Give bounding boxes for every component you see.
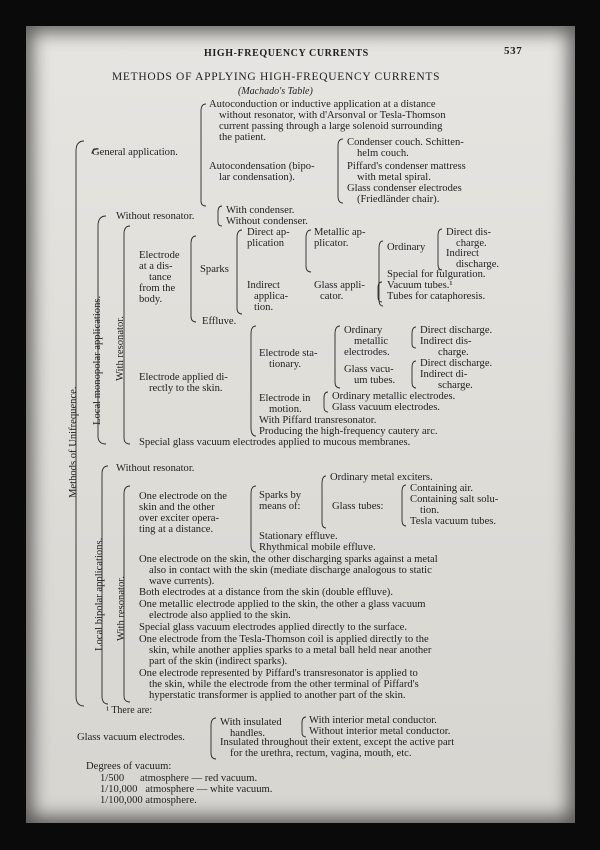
footnote-text: 1/500 atmosphere — red vacuum. bbox=[100, 773, 258, 784]
footnote-text: 1/10,000 atmosphere — white vacuum. bbox=[100, 784, 273, 795]
brace-glass-dd bbox=[412, 361, 416, 388]
table-line: Autoconduction or inductive application at a distance bbox=[209, 99, 436, 110]
table-line: Ordinary metallic electrodes. bbox=[332, 391, 456, 402]
brace-one-electrode bbox=[251, 486, 256, 552]
brace-bipolar bbox=[102, 466, 108, 704]
table-line: body. bbox=[139, 294, 163, 305]
brace-with-resonator-mono bbox=[124, 226, 130, 444]
table-line: Special for fulguration. bbox=[387, 269, 486, 280]
table-line: electrodes. bbox=[344, 347, 390, 358]
brace-electrode-skin bbox=[251, 326, 256, 436]
brace-general-main bbox=[201, 104, 206, 206]
table-line: Without resonator. bbox=[116, 463, 195, 474]
table-line: skin and the other bbox=[139, 502, 215, 513]
label-methods-of-unifrequence: Methods of Unifrequence. bbox=[68, 386, 79, 498]
table-line: discharge. bbox=[456, 259, 500, 270]
table-line: Without resonator. bbox=[116, 211, 195, 222]
table-line: Effluve. bbox=[202, 316, 237, 327]
table-line: Metallic ap- bbox=[314, 227, 366, 238]
table-line: Glass condenser electrodes bbox=[347, 183, 462, 194]
table-line: Both electrodes at a distance from the skin (double effluve). bbox=[139, 587, 393, 598]
table-line: with metal spiral. bbox=[357, 172, 431, 183]
table-line: plicator. bbox=[314, 238, 349, 249]
table-line: Ordinary metal exciters. bbox=[330, 472, 433, 483]
table-line: Tubes for cataphoresis. bbox=[387, 291, 486, 302]
table-line: Piffard's condenser mattress bbox=[347, 161, 466, 172]
table-line: Electrode bbox=[139, 250, 180, 261]
table-line: Direct ap- bbox=[247, 227, 290, 238]
table-line: Autocondensation (bipo- bbox=[209, 161, 315, 172]
table-line: plication bbox=[247, 238, 285, 249]
table-line: One electrode on the bbox=[139, 491, 227, 502]
book-page bbox=[26, 26, 575, 823]
table-line: Tesla vacuum tubes. bbox=[410, 516, 497, 527]
table-line: part of the skin (indirect sparks). bbox=[149, 656, 288, 667]
page-title: METHODS OF APPLYING HIGH-FREQUENCY CURRENTS bbox=[112, 71, 441, 83]
brace-without-resonator bbox=[218, 206, 222, 226]
table-line: metallic bbox=[354, 336, 389, 347]
table-line: means of: bbox=[259, 501, 301, 512]
table-line: applica- bbox=[254, 291, 289, 302]
table-line: Vacuum tubes.¹ bbox=[387, 280, 453, 291]
brace-root bbox=[76, 141, 84, 706]
table-line: over exciter opera- bbox=[139, 513, 219, 524]
table-line: um tubes. bbox=[354, 375, 396, 386]
table-line: motion. bbox=[269, 404, 302, 415]
table-line: Glass vacuum electrodes. bbox=[332, 402, 440, 413]
table-line: ting at a distance. bbox=[139, 524, 214, 535]
table-line: charge. bbox=[438, 347, 469, 358]
brace-sparks bbox=[237, 230, 242, 314]
label-with-resonator-monopolar: With resonator. bbox=[115, 316, 126, 381]
page-subtitle: (Machado's Table) bbox=[238, 86, 313, 97]
brace-ordinary bbox=[379, 241, 383, 306]
brace-metallic-dd bbox=[412, 327, 416, 348]
table-line: (Friedländer chair). bbox=[357, 194, 440, 205]
footnote-text: 1/100,000 atmosphere. bbox=[100, 795, 197, 806]
table-line: Glass vacu- bbox=[344, 364, 394, 375]
footnote-text: With insulated bbox=[220, 717, 282, 728]
table-line: Electrode sta- bbox=[259, 348, 318, 359]
table-line: tion. bbox=[254, 302, 274, 313]
table-line: Condenser couch. Schitten- bbox=[347, 137, 464, 148]
brace-monopolar bbox=[98, 216, 106, 444]
footnote-text: Degrees of vacuum: bbox=[86, 761, 172, 772]
brace-with-resonator-bi bbox=[124, 486, 130, 702]
brace-glass-tubes bbox=[402, 485, 406, 526]
table-line: Indirect bbox=[446, 248, 479, 259]
footnote-text: Insulated throughout their extent, except the active part bbox=[220, 737, 455, 748]
table-line: cator. bbox=[320, 291, 344, 302]
table-line: Electrode in bbox=[259, 393, 311, 404]
brace-footnote-glass bbox=[211, 718, 216, 759]
table-line: tance bbox=[149, 272, 172, 283]
brace-stationary bbox=[335, 326, 340, 388]
table-line: One electrode from the Tesla-Thomson coil is applied directly to the bbox=[139, 634, 429, 645]
label-local-monopolar: Local monopolar applications. bbox=[92, 295, 103, 425]
table-line: electrode also applied to the skin. bbox=[149, 610, 291, 621]
brace-general bbox=[92, 149, 98, 154]
table-line: Direct dis- bbox=[446, 227, 492, 238]
table-line: Producing the high-frequency cautery arc. bbox=[259, 426, 438, 437]
table-line: Indirect bbox=[247, 280, 280, 291]
table-line: hyperstatic transformer is applied to another part of the skin. bbox=[149, 690, 406, 701]
table-line: Indirect dis- bbox=[420, 336, 472, 347]
table-line: Containing salt solu- bbox=[410, 494, 499, 505]
table-line: from the bbox=[139, 283, 176, 294]
footnote-text: Glass vacuum electrodes. bbox=[77, 732, 185, 743]
table-line: current passing through a large solenoid surrounding bbox=[219, 121, 443, 132]
table-braces bbox=[26, 26, 575, 823]
table-line: at a dis- bbox=[139, 261, 173, 272]
table-line: charge. bbox=[456, 238, 487, 249]
footnote-text: handles. bbox=[230, 728, 266, 739]
table-line: without resonator, with d'Arsonval or Tesla-Thomson bbox=[219, 110, 446, 121]
brace-in-motion bbox=[324, 392, 328, 412]
table-line: Direct discharge. bbox=[420, 358, 493, 369]
table-line: General application. bbox=[92, 147, 178, 158]
table-line: the skin, while the electrode from the other terminal of Piffard's bbox=[149, 679, 419, 690]
table-line: Glass tubes: bbox=[332, 501, 384, 512]
table-line: Sparks by bbox=[259, 490, 302, 501]
brace-footnote-insulated bbox=[302, 717, 306, 737]
brace-direct-indirect bbox=[438, 229, 442, 270]
table-line: wave currents). bbox=[149, 576, 215, 587]
footnote-text: for the urethra, rectum, vagina, mouth, etc. bbox=[230, 748, 412, 759]
table-line: tion. bbox=[420, 505, 440, 516]
table-line: Ordinary bbox=[387, 242, 426, 253]
table-line: skin, while another applies sparks to a metal ball held near another bbox=[149, 645, 432, 656]
page-number: 537 bbox=[504, 45, 523, 57]
table-line: With condenser. bbox=[226, 205, 295, 216]
brace-autocondensation bbox=[338, 139, 343, 203]
footnote-marker: ¹ There are: bbox=[106, 705, 153, 716]
table-line: lar condensation). bbox=[219, 172, 295, 183]
table-line: Sparks bbox=[200, 264, 229, 275]
table-line: Electrode applied di- bbox=[139, 372, 228, 383]
table-line: also in contact with the skin (mediate discharge analogous to static bbox=[149, 565, 432, 576]
table-line: Special glass vacuum electrodes applied directly to the surface. bbox=[139, 622, 407, 633]
table-line: With Piffard transresonator. bbox=[259, 415, 377, 426]
brace-metallic bbox=[306, 230, 311, 272]
table-line: One electrode on the skin, the other discharging sparks against a metal bbox=[139, 554, 438, 565]
label-local-bipolar: Local bipolar applications. bbox=[94, 537, 105, 651]
table-line: Stationary effluve. bbox=[259, 531, 338, 542]
table-line: tionary. bbox=[269, 359, 301, 370]
table-line: One electrode represented by Piffard's transresonator is applied to bbox=[139, 668, 418, 679]
label-with-resonator-bipolar: With resonator. bbox=[116, 576, 127, 641]
table-line: Direct discharge. bbox=[420, 325, 493, 336]
table-line: rectly to the skin. bbox=[149, 383, 223, 394]
footnote-text: Without interior metal conductor. bbox=[309, 726, 451, 737]
table-line: One metallic electrode applied to the skin, the other a glass vacuum bbox=[139, 599, 426, 610]
table-line: the patient. bbox=[219, 132, 267, 143]
footnote-text: With interior metal conductor. bbox=[309, 715, 437, 726]
table-line: scharge. bbox=[438, 380, 473, 391]
running-header: HIGH-FREQUENCY CURRENTS bbox=[204, 48, 369, 59]
table-line: Indirect di- bbox=[420, 369, 468, 380]
table-line: Without condenser. bbox=[226, 216, 308, 227]
brace-electrode-distance bbox=[191, 236, 196, 322]
table-line: helm couch. bbox=[357, 148, 409, 159]
table-line: Rhythmical mobile effluve. bbox=[259, 542, 376, 553]
table-line: Special glass vacuum electrodes applied to mucous membranes. bbox=[139, 437, 411, 448]
table-line: Containing air. bbox=[410, 483, 473, 494]
table-line: Glass appli- bbox=[314, 280, 365, 291]
brace-sparks-by bbox=[322, 476, 326, 528]
table-line: Ordinary bbox=[344, 325, 383, 336]
